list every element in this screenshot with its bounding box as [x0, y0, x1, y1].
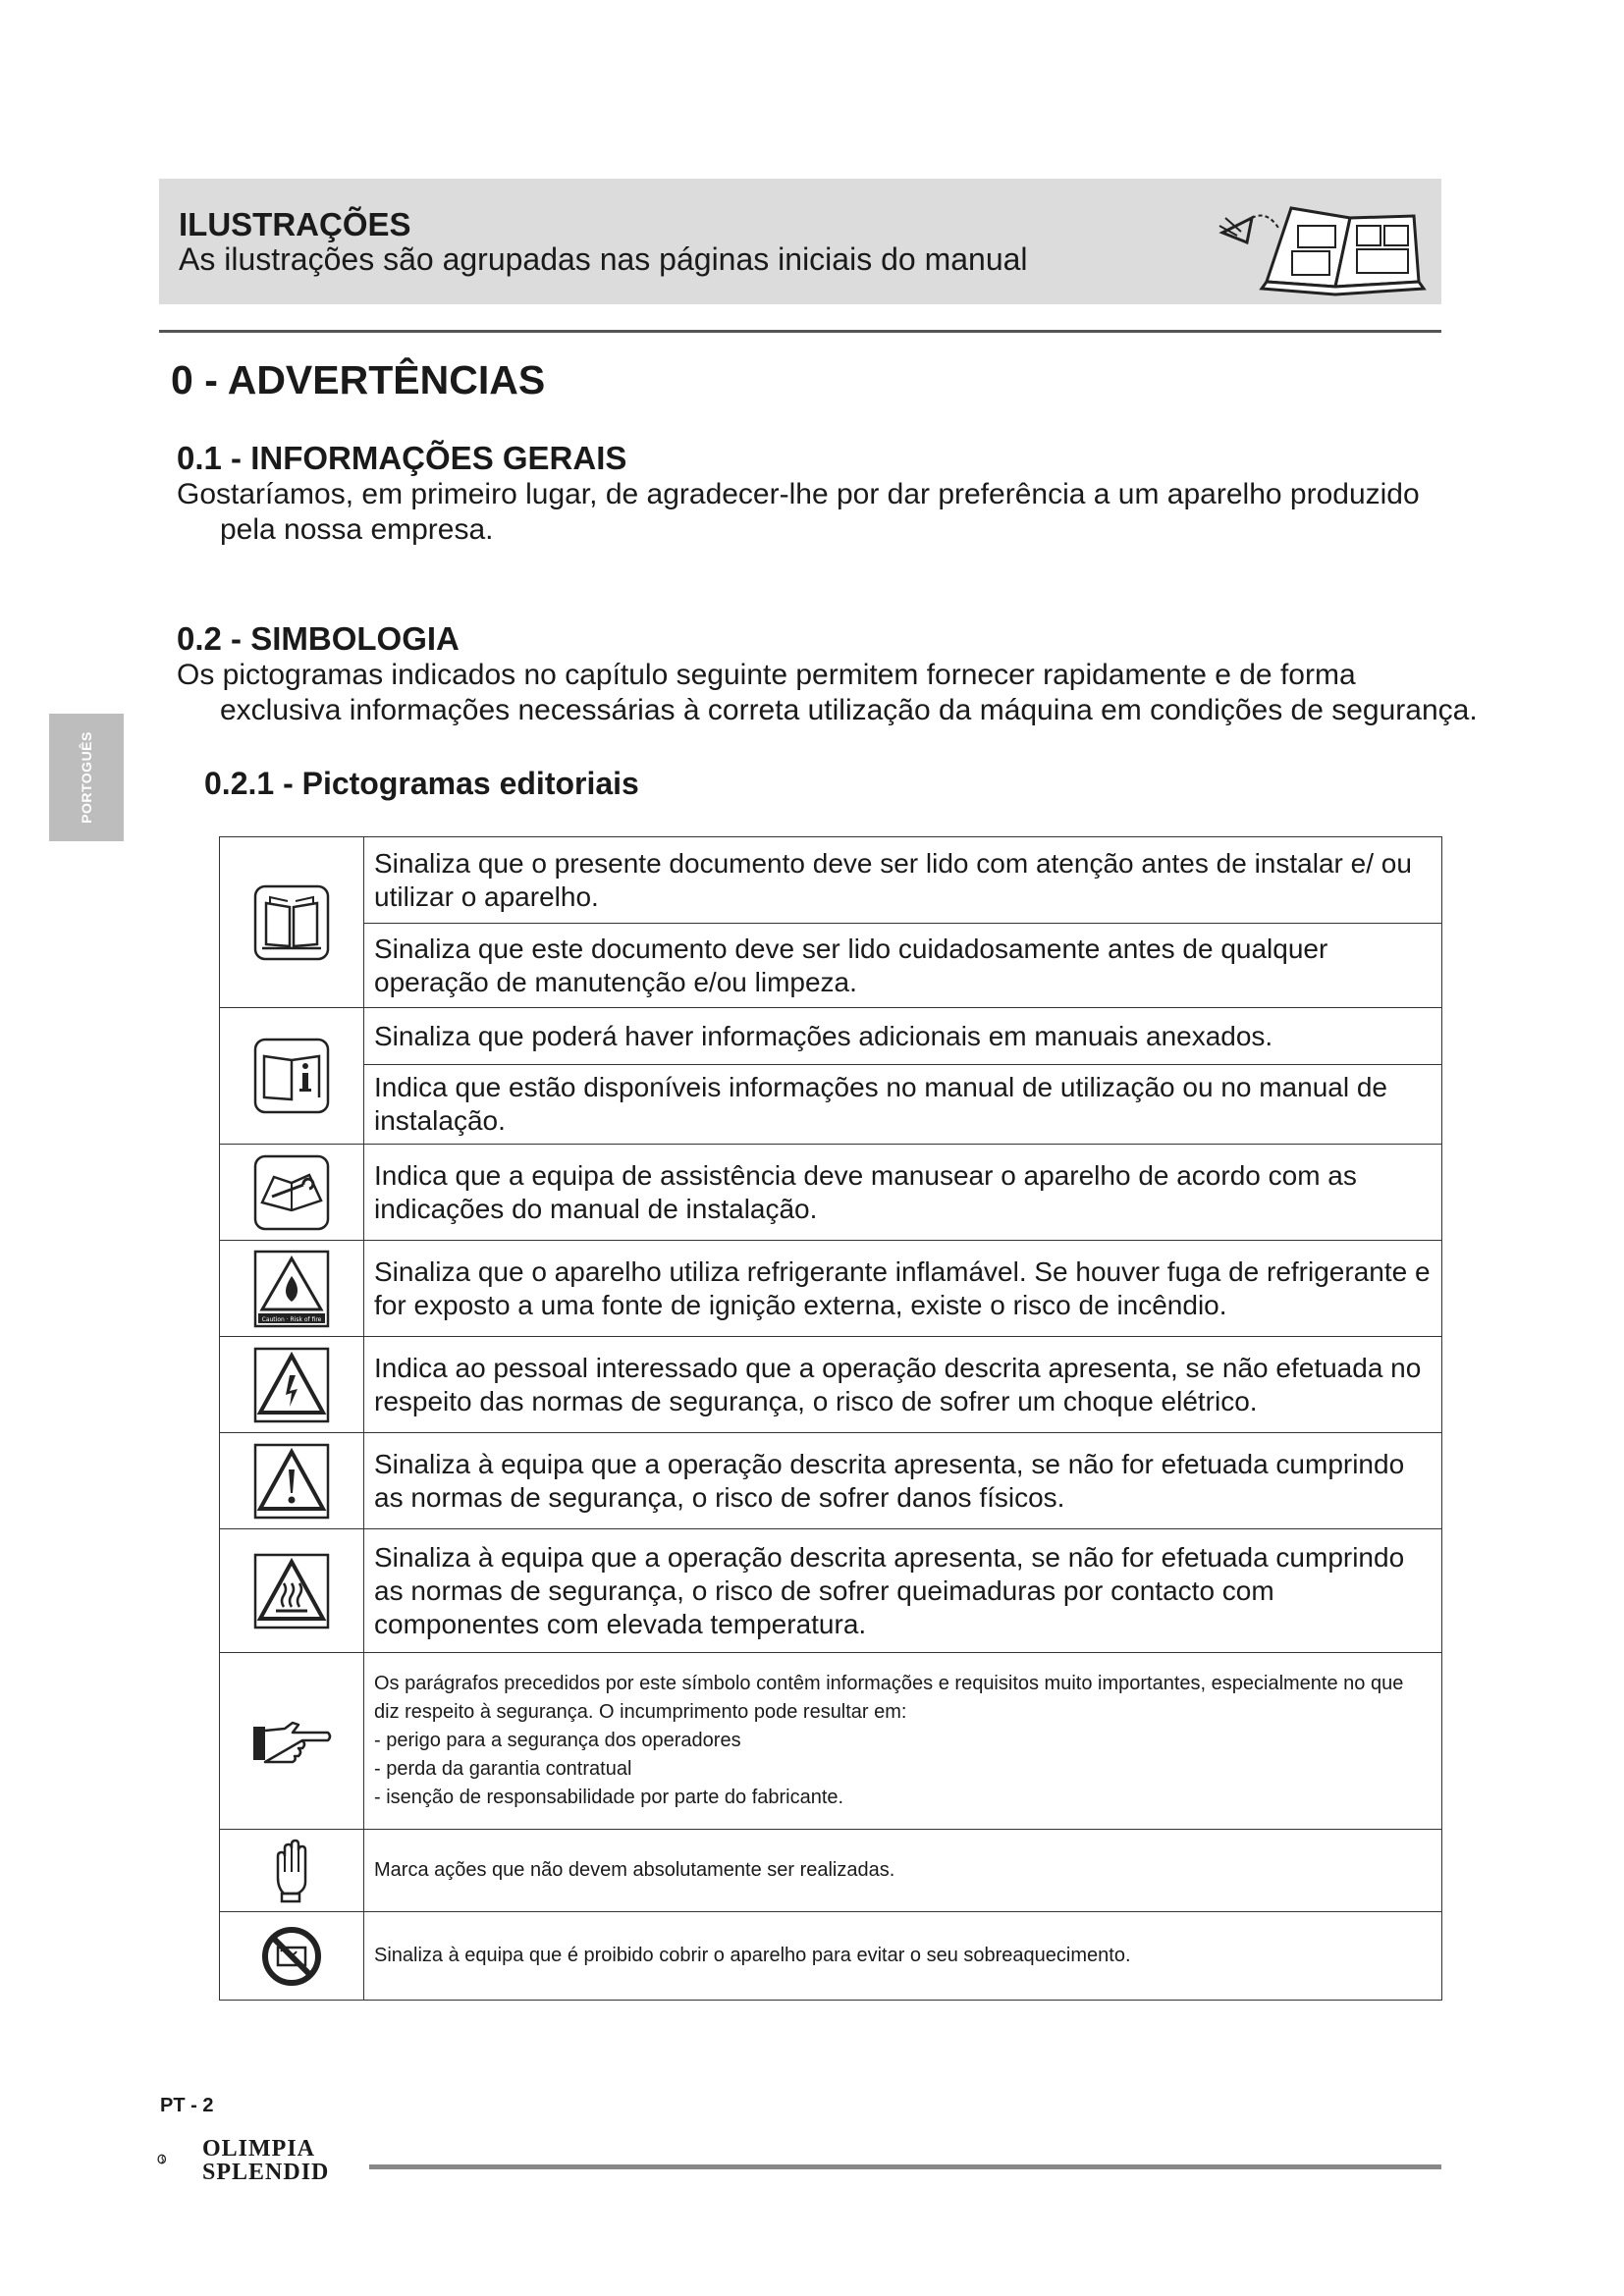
olimpia-splendid-logo-icon — [157, 2132, 202, 2187]
page-number: PT - 2 — [160, 2095, 214, 2116]
table-row — [220, 837, 1442, 924]
brand-name-line2: SPLENDID — [202, 2160, 330, 2185]
open-book-icon — [1208, 188, 1434, 296]
description-text: Os parágrafos precedidos por este símbolo contêm informações e requisitos muito importantes, especialmente no que diz respeito à segurança. O incumprimento pode resultar em: — [374, 1673, 1404, 1723]
list-item: - perda da garantia contratual — [374, 1755, 1432, 1784]
do-not-cover-icon — [261, 1926, 322, 1987]
description-cell: Sinaliza que poderá haver informações adicionais em manuais anexados. — [364, 1008, 1442, 1065]
description-cell — [364, 1653, 1442, 1830]
main-heading: 0 - ADVERTÊNCIAS — [171, 357, 546, 402]
icon-cell — [220, 1912, 364, 2001]
language-side-tab — [49, 714, 124, 841]
description-cell: Indica que estão disponíveis informações no manual de utilização ou no manual de instalação. — [364, 1065, 1442, 1145]
electric-shock-warning-icon — [252, 1346, 331, 1424]
icon-cell — [220, 1433, 364, 1529]
description-cell: Marca ações que não devem absolutamente ser realizadas. — [364, 1830, 1442, 1912]
general-danger-warning-icon — [252, 1442, 331, 1521]
icon-cell — [220, 837, 364, 1008]
table-row — [220, 1830, 1442, 1912]
section-heading-general-info: 0.1 - INFORMAÇÕES GERAIS — [177, 440, 627, 476]
table-row — [220, 1008, 1442, 1065]
symbology-paragraph — [177, 658, 1512, 728]
table-row — [220, 1065, 1442, 1145]
table-row — [220, 1337, 1442, 1433]
hot-surface-warning-icon — [252, 1552, 331, 1630]
icon-caption: Caution · Risk of fire — [261, 1315, 322, 1323]
description-cell: Sinaliza que o aparelho utiliza refrigerante inflamável. Se houver fuga de refrigerante e for exposto a uma fonte de ignição externa, existe o risco de incêndio. — [364, 1241, 1442, 1337]
stop-hand-icon — [272, 1839, 311, 1903]
description-cell: Sinaliza à equipa que a operação descrita apresenta, se não for efetuada cumprindo as normas de segurança, o risco de sofrer danos físicos. — [364, 1433, 1442, 1529]
description-cell: Indica que a equipa de assistência deve manusear o aparelho de acordo com as indicações do manual de instalação. — [364, 1145, 1442, 1241]
service-manual-wrench-icon — [252, 1153, 331, 1232]
banner-subtitle: As ilustrações são agrupadas nas páginas iniciais do manual — [179, 241, 1028, 277]
section-heading-symbology: 0.2 - SIMBOLOGIA — [177, 620, 460, 657]
icon-cell — [220, 1241, 364, 1337]
general-info-paragraph — [177, 477, 1473, 548]
icon-cell — [220, 1653, 364, 1830]
list-item: - perigo para a segurança dos operadores — [374, 1727, 1432, 1755]
consequence-list — [374, 1727, 1432, 1812]
table-row — [220, 924, 1442, 1008]
paragraph-line: pela nossa empresa. — [220, 513, 494, 546]
pictogram-table — [219, 836, 1442, 2001]
table-row — [220, 1241, 1442, 1337]
table-row — [220, 1529, 1442, 1653]
brand-name-line1: OLIMPIA — [202, 2136, 315, 2162]
description-cell: Indica ao pessoal interessado que a operação descrita apresenta, se não efetuada no respeito das normas de segurança, o risco de sofrer um choque elétrico. — [364, 1337, 1442, 1433]
paragraph-line: Os pictogramas indicados no capítulo seguinte permitem fornecer rapidamente e de forma — [177, 659, 1356, 691]
table-row — [220, 1912, 1442, 2001]
icon-cell — [220, 1008, 364, 1145]
read-manual-book-icon — [252, 883, 331, 962]
section-heading-editorial-pictograms: 0.2.1 - Pictogramas editoriais — [204, 766, 639, 801]
description-cell: Sinaliza à equipa que é proibido cobrir o aparelho para evitar o seu sobreaquecimento. — [364, 1912, 1442, 2001]
description-cell: Sinaliza que o presente documento deve ser lido com atenção antes de instalar e/ ou utilizar o aparelho. — [364, 837, 1442, 924]
icon-cell — [220, 1337, 364, 1433]
icon-cell — [220, 1830, 364, 1912]
footer-divider — [369, 2164, 1441, 2169]
flammable-warning-icon — [252, 1249, 331, 1329]
banner-divider — [159, 330, 1441, 333]
description-cell: Sinaliza que este documento deve ser lido cuidadosamente antes de qualquer operação de manutenção e/ou limpeza. — [364, 924, 1442, 1008]
icon-cell — [220, 1529, 364, 1653]
icon-cell — [220, 1145, 364, 1241]
illustrations-banner — [159, 179, 1441, 304]
table-row — [220, 1433, 1442, 1529]
pointing-hand-icon — [249, 1717, 334, 1766]
side-tab-label: PORTOGUÊS — [79, 731, 94, 824]
list-item: - isenção de responsabilidade por parte do fabricante. — [374, 1784, 1432, 1812]
paragraph-line: Gostaríamos, em primeiro lugar, de agradecer-lhe por dar preferência a um aparelho produzido — [177, 478, 1420, 510]
info-manual-icon — [252, 1037, 331, 1115]
banner-title: ILUSTRAÇÕES — [179, 206, 411, 242]
paragraph-line: exclusiva informações necessárias à correta utilização da máquina em condições de segurança. — [220, 694, 1478, 726]
table-row — [220, 1145, 1442, 1241]
table-row — [220, 1653, 1442, 1830]
description-cell: Sinaliza à equipa que a operação descrita apresenta, se não for efetuada cumprindo as normas de segurança, o risco de sofrer queimaduras por contacto com componentes com elevada temperatura. — [364, 1529, 1442, 1653]
